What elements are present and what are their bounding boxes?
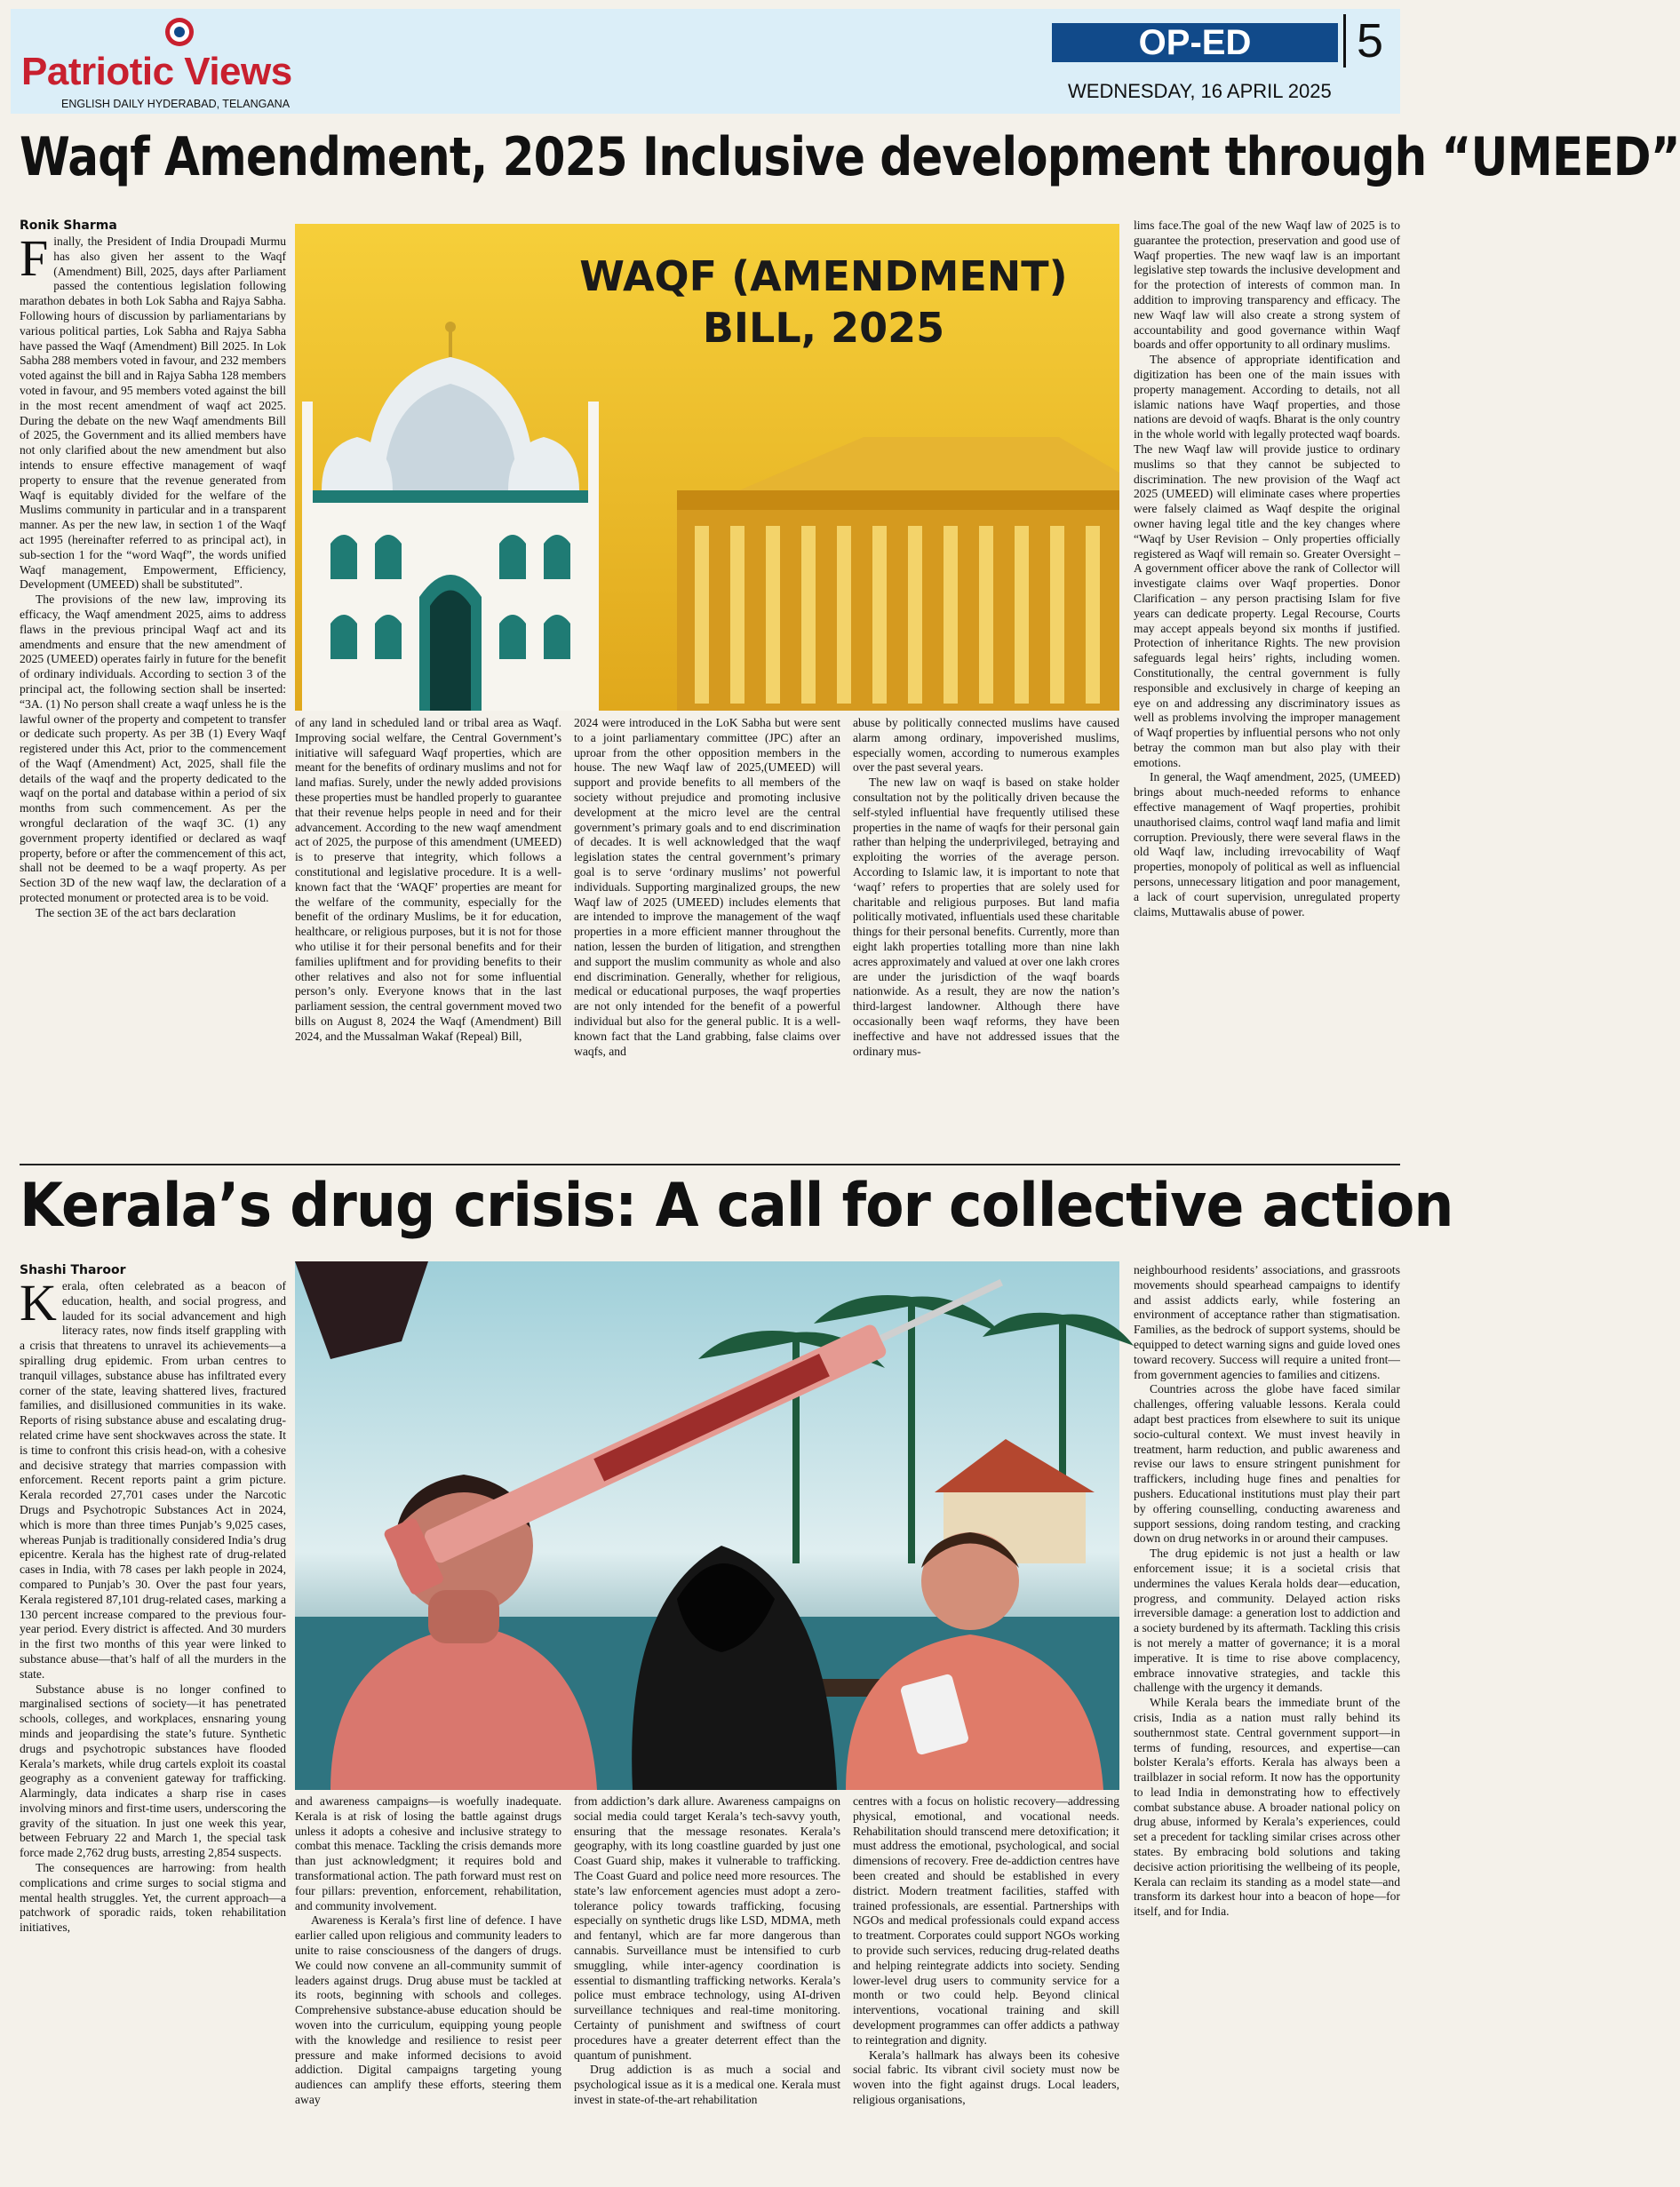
- edition-date: WEDNESDAY, 16 APRIL 2025: [1068, 80, 1332, 102]
- article1-paragraph: [20, 229, 286, 592]
- article2-paragraph: from addiction’s dark allure. Awareness campaigns on social media could target Kerala’s tech-savvy youth, ensuring that the message resonates. Kerala’s geography, with its long coastline guarded by just one Coast Guard ship, makes it vulnerable to trafficking. The Coast Guard and police need more resources. The state’s law enforcement agencies must adopt a zero-tolerance policy towards trafficking, focusing especially on synthetic drugs like LSD, MDMA, meth and fentanyl, which are far more dangerous than cannabis. Surveillance must be intensified to curb smuggling, while inter-agency coordination is essential to dismantling trafficking networks. Kerala’s police must embrace technology, using AI-driven surveillance techniques and real-time monitoring. Certainty of punishment and swiftness of court procedures have a greater deterrent effect than the quantum of punishment.: [574, 1794, 840, 2062]
- logo-name: Patriotic Views: [21, 50, 292, 93]
- dropcap: F: [20, 229, 49, 287]
- article1-paragraph: In general, the Waqf amendment, 2025, (UMEED) brings about much-needed reforms to enhance effective management of Waqf properties, prohibit unauthorised claims, control waqf land mafia and limit corruption. Previously, there were several flaws in the old Waqf law, including irrevocability of Waqf properties, monopoly of political as well as influencial persons, unnecessary litigation and poor management, a lack of court supervision, unregulated property claims, Muttawalis abuse of power.: [1134, 770, 1400, 919]
- image-title-line-1: WAQF (AMENDMENT): [579, 252, 1068, 300]
- section-label: OP-ED: [1052, 23, 1338, 62]
- article1-paragraph: The provisions of the new law, improving its efficacy, the Waqf amendment 2025, aims to address flaws in the previous principal Waqf act and its amendments and ensure that the new amendment of 2025 (UMEED) operates fairly in future for the benefit of ordinary individuals. According to section 3 of the principal act, the following section shall be inserted: “3A. (1) No person shall create a waqf unless he is the lawful owner of the property and competent to transfer or dedicate such property. As per 3B (1) Every Waqf registered under this Act, prior to the commencement of the Waqf (Amendment) Act, 2025, shall file the details of the waqf and the property dedicated to the waqf on the portal and database within a period of six months from such commencement. As per the wrongful declaration of the waqf 3C. (1) any government property identified or declared as waqf property, before or after the commencement of this act, shall not be deemed to be a waqf property. As per Section 3D of the new waqf law, the declaration of a protected monument or protected area is to be void.: [20, 592, 286, 905]
- article2-paragraph: Countries across the globe have faced similar challenges, offering valuable lessons. Kerala could adapt best practices from elsewhere to suit its unique socio-cultural context. We must invest heavily in treatment, harm reduction, and public awareness and revise our laws to ensure stringent punishment for traffickers, including huge fines and penalties for pushers. Educational institutions must play their part by offering counselling, conducting awareness and support sessions, doing random testing, and cracking down on drug networks in or around their campuses.: [1134, 1382, 1400, 1546]
- article1-column-5: [1134, 219, 1400, 1160]
- waqf-bill-illustration: [295, 224, 1119, 711]
- article2-column-5: [1134, 1263, 1400, 2176]
- article1-paragraph: of any land in scheduled land or tribal area as Waqf. Improving social welfare, the Central Government’s initiative will safeguard Waqf properties, which are meant for the benefits of ordinary muslims and not for land mafias. Surely, under the newly added provisions these properties must be handled properly to guarantee that their revenue helps people in need and for their advancement. According to the new waqf amendment act of 2025, the purpose of this amendment (UMEED) is to preserve that integrity, which follows a constitutional and legislative procedure. It is a well-known fact that the ‘WAQF’ properties are meant for the welfare of the community, especially for the benefit of the ordinary Muslims, be it for education, healthcare, or religious purposes, but it is not for those who utilise it for their personal benefits and for their families upliftment and for providing benefits to their other relatives and also not for some influential person’s only. Everyone knows that in the last parliament session, the central government moved two bills on August 8, 2024 the Waqf (Amendment) Bill 2024, and the Mussalman Wakaf (Repeal) Bill,: [295, 716, 561, 1043]
- article1-paragraph: The new law on waqf is based on stake holder consultation not by the politically driven because the self-styled influential have frequently utilised these properties in the name of waqfs for their personal gain rather than helping the underprivileged, betraying and exploiting the worries of the average person. According to Islamic law, it is important to note that ‘waqf’ refers to properties that are solely used for charitable and religious purposes. But land mafia politically motivated, influentials used these charitable things for their personal benefits. Currently, more than eight lakh properties totalling more than nine lakh acres approximately and valued at over one lakh crores are under the jurisdiction of the waqf boards nationwide. As a result, they are now the nation’s third-largest landowner. Although there have occasionally been waqf reforms, they have been ineffective and have not addressed issues that the ordinary mus-: [853, 775, 1119, 1058]
- tagline: ENGLISH DAILY HYDERABAD, TELANGANA: [61, 98, 291, 110]
- article2-paragraph: neighbourhood residents’ associations, and grassroots movements should spearhead campaigns to identify and assist addicts early, while fostering an environment of acceptance rather than stigmatisation. Families, as the bedrock of support systems, should be equipped to detect warning signs and guide loved ones toward recovery. Success will require a united front—from government agencies to families and citizens.: [1134, 1263, 1400, 1381]
- image-title-line-2: BILL, 2025: [702, 304, 945, 352]
- article1-paragraph: lims face.The goal of the new Waqf law of 2025 is to guarantee the protection, preservation and good use of Waqf properties. The new waqf law is an important legislative step towards the inclusive development and for the protection of interests of common man. In addition to improving transparency and efficacy. The new Waqf law will also create a strong system of accountability and good governance within Waqf boards and offer opportunity to all ordinary muslims.: [1134, 219, 1400, 352]
- article1-column-2: [295, 716, 561, 1160]
- article1-column-4: [853, 716, 1119, 1160]
- article1-byline: Ronik Sharma: [20, 219, 117, 233]
- article1-text: inally, the President of India Droupadi Murmu has also given her assent to the Waqf (Amendment) Bill, 2025, days after Parliament passed the contentious legislation following marathon debates in both Lok Sabha and Rajya Sabha. Following hours of discussion by parliamentarians by various political parties, Lok Sabha and Rajya Sabha have passed the Waqf (Amendment) Bill 2025. In Lok Sabha 288 members voted in favour, and 232 members voted against the bill and in Rajya Sabha 128 members voted in favour, and 95 members voted against the bill in the most recent amendment of waqf act 2025. During the debate on the new Waqf amendments Bill of 2025, the Government and its allied members have not only clarified about the new amendment but also intends to ensure effective management of waqf property to ensure that the revenue generated from Waqf is equitably divided for the welfare of the Muslims community in particular and in a transparent manner. As per the new law, in section 1 of the Waqf act 1995 (hereinafter referred to as principal act), in sub-section 1 for the “word Waqf”, the words unified Waqf management, Empowerment, Efficiency, Development (UMEED) shall be substituted”.: [20, 235, 286, 592]
- divider: [20, 1164, 1400, 1165]
- article1-paragraph: 2024 were introduced in the LoK Sabha but were sent to a joint parliamentary committee (JPC) after an uproar from the other opposition members in the house. The new Waqf law of 2025,(UMEED) will support and provide benefits to all members of the society without prejudice and promoting inclusive development at the micro level are the central government’s primary goals and to end discrimination of decades. It is well acknowledged that the waqf legislation states the central government’s primary goal is to serve ‘ordinary muslims’ not powerful individuals. Supporting marginalized groups, the new Waqf law of 2025 (UMEED) includes elements that are intended to improve the management of the waqf properties in a more efficient manner throughout the nation, lessen the burden of litigation, and strengthen and support the muslim community as whole and also end discrimination. Generally, whether for religious, medical or educational purposes, the waqf properties are not only intended for the benefit of a powerful individual but also for the general public. It is a well-known fact that the Land grabbing, false claims over waqfs, and: [574, 716, 840, 1058]
- article2-text: erala, often celebrated as a beacon of education, health, and social progress, and lauded for its social advancement and high literacy rates, now finds itself grappling with a crisis that threatens to unravel its achievements—a spiralling drug epidemic. From urban centres to tranquil villages, substance abuse has infiltrated every corner of the state, leaving shattered lives, fractured families, and disillusioned communities in its wake. Reports of rising substance abuse and escalating drug-related crime have sent shockwaves across the state. It is time to confront this crisis head-on, with a cohesive and decisive strategy that marries compassion with enforcement. Recent reports paint a grim picture. Kerala recorded 27,701 cases under the Narcotic Drugs and Psychotropic Substances Act in 2024, which is more than three times Punjab’s 9,025 cases, whereas Punjab is traditionally considered India’s drug epicentre. Kerala has the highest rate of drug-related cases in India, with 78 cases per lakh people in 2024, compared to Punjab’s 30. Over the past four years, Kerala registered 87,101 drug-related cases, marking a 130 percent increase compared to the previous four-year period. Every district is affected. And 30 murders in the first two months of this year were linked to substance abuse—that’s half of all the murders in the state.: [20, 1279, 286, 1681]
- article1-headline: Waqf Amendment, 2025 Inclusive development through “UMEED”: [20, 126, 1680, 188]
- drug-crisis-illustration: [295, 1261, 1119, 1790]
- article2-paragraph: Drug addiction is as much a social and psychological issue as it is a medical one. Kerala must invest in state-of-the-art rehabilitation: [574, 2063, 840, 2106]
- article2-paragraph: Awareness is Kerala’s first line of defence. I have earlier called upon religious and community leaders to unite to raise consciousness of the dangers of drugs. We could now convene an all-community summit of leaders against drugs. Drug abuse must be tackled at its roots, beginning with schools and colleges. Comprehensive substance-abuse education should be woven into the curriculum, equipping young people with the knowledge and resilience to resist peer pressure and make informed decisions to avoid addiction. Digital campaigns targeting young audiences can amplify these efforts, steering them away: [295, 1913, 561, 2106]
- dropcap: K: [20, 1274, 57, 1332]
- article2-column-3: [574, 1794, 840, 2176]
- article1-paragraph: abuse by politically connected muslims have caused alarm among ordinary, impoverished muslims, especially women, according to numerous examples over the past several years.: [853, 716, 1119, 775]
- image-title: [561, 251, 1086, 354]
- article2-paragraph: Kerala’s hallmark has always been its cohesive social fabric. Its vibrant civil society must now be woven into the fight against drugs. Local leaders, religious organisations,: [853, 2048, 1119, 2106]
- article2-paragraph: The drug epidemic is not just a health or law enforcement issue; it is a societal crisis that undermines the values Kerala holds dear—education, progress, and community. Delayed action risks irreversible damage: a generation lost to addiction and a society burdened by its aftermath. Tackling this crisis is not merely a matter of governance; it is a moral imperative. It is time to rise above complacency, embrace innovative strategies, and tackle this challenge with the urgency it demands.: [1134, 1547, 1400, 1695]
- article2-paragraph: The consequences are harrowing: from health complications and crime surges to social stigma and mental health struggles. Yet, the current approach—a patchwork of sporadic raids, token rehabilitation initiatives,: [20, 1861, 286, 1935]
- article2-paragraph: While Kerala bears the immediate brunt of the crisis, India as a nation must rally behind its southernmost state. Central government support—in terms of funding, resources, and expertise—can bolster Kerala’s efforts. Kerala has always been a trailblazer in social reform. It now has the opportunity to lead India in demonstrating how to effectively combat substance abuse. A broader national policy on drug abuse, informed by Kerala’s experiences, could set a precedent for tackling similar crises across other states. By embracing bold solutions and taking decisive action prioritising the wellbeing of its people, Kerala can reclaim its standing as a model state—and transform its darkest hour into a beacon of hope—for itself, and for India.: [1134, 1696, 1400, 1919]
- article1-column-1: [20, 229, 286, 1160]
- newspaper-logo[interactable]: [21, 16, 323, 110]
- article2-column-4: [853, 1794, 1119, 2176]
- article1-paragraph: The section 3E of the act bars declaration: [36, 905, 236, 919]
- masthead: [11, 9, 1400, 114]
- drug-illustration-art: [295, 1261, 1119, 1790]
- emblem-icon: [163, 16, 195, 48]
- article2-column-2: [295, 1794, 561, 2176]
- article2-byline: Shashi Tharoor: [20, 1263, 126, 1277]
- article1-column-3: [574, 716, 840, 1160]
- article1-paragraph: The absence of appropriate identification and digitization has been one of the main issues with property management. According to details, not all islamic nations have Waqf properties, and those nations are devoid of waqfs. Bharat is the only country in the whole world with legally protected waqf boards. The new Waqf law will provide justice to ordinary muslims so that they cannot be subjected to discrimination. The new provision of the Waqf act 2025 (UMEED) will eliminate cases where properties were falsely claimed as Waqf despite the original owner having legal title and the key changes where “Waqf by User Revision – Only properties officially registered as Waqf will remain so. Greater Oversight – A government officer above the rank of Collector will investigate claims over Waqf properties. Donor Clarification – any person practising Islam for five years can dedicate property. Legal Recourse, Courts may accept appeals beyond six months if justified. Protection of inheritance Rights. The new provision safeguards legal heirs’ rights, including women. Constitutionally, the central government is fully responsible and exclusively in charge of keeping an eye on and addressing any discriminatory issues as well as problems involving the improper management of Waqf properties by influential persons who not only betray the common man but also play with their emotions.: [1134, 353, 1400, 769]
- page-number: 5: [1343, 14, 1397, 68]
- article2-headline: Kerala’s drug crisis: A call for collective action: [20, 1171, 1453, 1241]
- article2-column-1: [20, 1274, 286, 2176]
- article2-paragraph: and awareness campaigns—is woefully inadequate. Kerala is at risk of losing the battle against drugs unless it adopts a cohesive and inclusive strategy to combat this menace. Tackling the crisis demands more than just acknowledgment; it requires bold and transformational action. The path forward must rest on four pillars: prevention, enforcement, rehabilitation, and community involvement.: [295, 1794, 561, 1913]
- article2-paragraph: Substance abuse is no longer confined to marginalised sections of society—it has penetrated schools, colleges, and workplaces, ensnaring young minds and jeopardising the state’s future. Synthetic drugs and psychotropic substances have flooded Kerala’s markets, while drug cartels exploit its coastal geography as a convenient gateway for trafficking. Alarmingly, data indicates a sharp rise in cases involving minors and first-time users, underscoring the gravity of the situation. In just one week this year, between February 22 and March 1, the special task force made 2,762 drug busts, arresting 2,854 suspects.: [20, 1682, 286, 1860]
- article2-paragraph: centres with a focus on holistic recovery—addressing physical, emotional, and vocational needs. Rehabilitation should transcend mere detoxification; it must address the emotional, psychological, and social dimensions of recovery. Free de-addiction centres have been created and should be established in every district. Modern treatment facilities, staffed with trained professionals, are essential. Partnerships with NGOs and medical professionals could expand access to treatment. Corporates could support NGOs working to provide such services, reducing drug-related deaths and helping reintegrate addicts into society. Sending lower-level drug users to community service for a month or two could help. Beyond clinical interventions, vocational training and skill development programmes can offer addicts a pathway to reintegration and dignity.: [853, 1794, 1119, 2047]
- article2-paragraph: [20, 1274, 286, 1682]
